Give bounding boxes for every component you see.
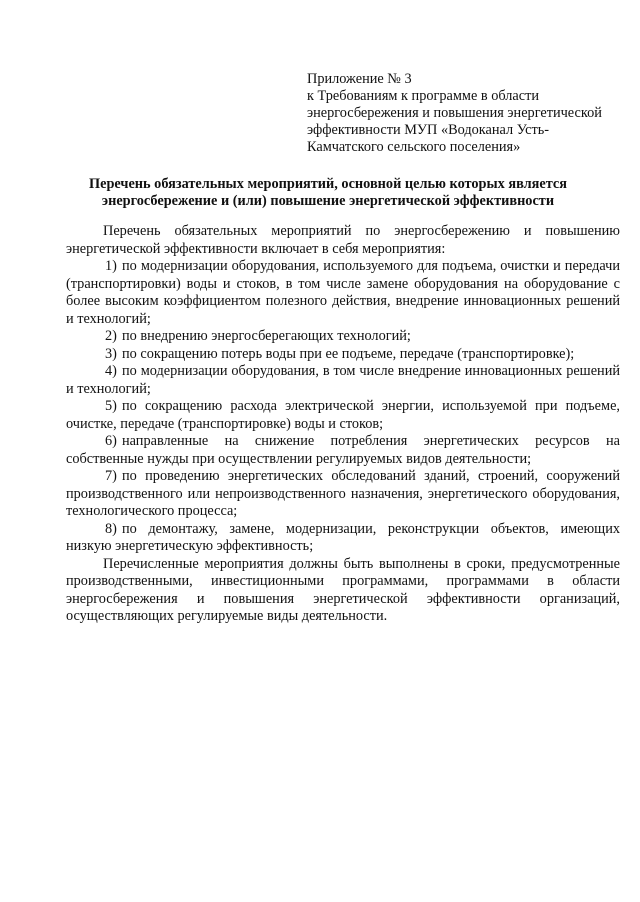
list-item-number: 1)	[105, 258, 117, 274]
list-item-text: по демонтажу, замене, модернизации, реконструкции объектов, имеющих низкую энергетическую эффективность;	[66, 520, 620, 554]
list-item	[66, 346, 620, 364]
document-body	[66, 223, 620, 626]
appendix-line: эффективности МУП «Водоканал Усть-	[307, 122, 549, 138]
list-item	[66, 363, 620, 398]
list-item	[66, 468, 620, 521]
appendix-line: к Требованиям к программе в области	[307, 88, 539, 104]
list-item	[66, 433, 620, 468]
list-item-text: по модернизации оборудования, в том числе внедрение инновационных решений и технологий;	[66, 363, 620, 397]
list-item-number: 5)	[105, 398, 117, 414]
list-item-number: 8)	[105, 520, 117, 537]
appendix-line: энергосбережения и повышения энергетической	[307, 105, 602, 121]
appendix-line: Камчатского сельского поселения»	[307, 139, 521, 155]
title-line-1: Перечень обязательных мероприятий, основной целью которых является	[88, 176, 568, 192]
list-item-text: по модернизации оборудования, используемого для подъема, очистки и передачи (транспортировки) воды и стоков, в том числе замене оборудования на оборудование с более высоким коэффициентом полезного действия, внедрение инновационных решений и технологий;	[66, 258, 620, 327]
appendix-header	[307, 71, 625, 156]
document-title	[30, 176, 626, 210]
list-item-number: 3)	[105, 345, 117, 362]
list-item	[66, 521, 620, 556]
title-line-2: энергосбережение и (или) повышение энергетической эффективности	[101, 193, 555, 209]
closing-paragraph: Перечисленные мероприятия должны быть выполнены в сроки, предусмотренные производственными, инвестиционными программами, программами в области энергосбережения и повышения энергетической эффективности организаций, осуществляющих регулируемые виды деятельности.	[66, 555, 620, 624]
list-item-number: 4)	[105, 363, 117, 379]
list-item-text: по сокращению потерь воды при ее подъеме, передаче (транспортировке);	[122, 345, 575, 362]
list-item-text: направленные на снижение потребления энергетических ресурсов на собственные нужды при осуществлении регулируемых видов деятельности;	[66, 433, 620, 467]
list-item-text: по сокращению расхода электрической энергии, используемой при подъеме, очистке, передаче (транспортировке) воды и стоков;	[66, 398, 620, 432]
list-item-number: 7)	[105, 468, 117, 484]
list-item-number: 2)	[105, 328, 117, 344]
list-item-text: по внедрению энергосберегающих технологий;	[122, 328, 411, 344]
list-item	[66, 328, 620, 346]
intro-paragraph: Перечень обязательных мероприятий по энергосбережению и повышению энергетической эффективности включает в себя мероприятия:	[66, 223, 620, 257]
list-item	[66, 258, 620, 328]
list-item-number: 6)	[105, 433, 117, 449]
appendix-line: Приложение № 3	[307, 71, 412, 87]
list-item-text: по проведению энергетических обследований зданий, строений, сооружений производственного или непроизводственного назначения, энергетического оборудования, технологического процесса;	[66, 468, 620, 519]
list-item	[66, 398, 620, 433]
